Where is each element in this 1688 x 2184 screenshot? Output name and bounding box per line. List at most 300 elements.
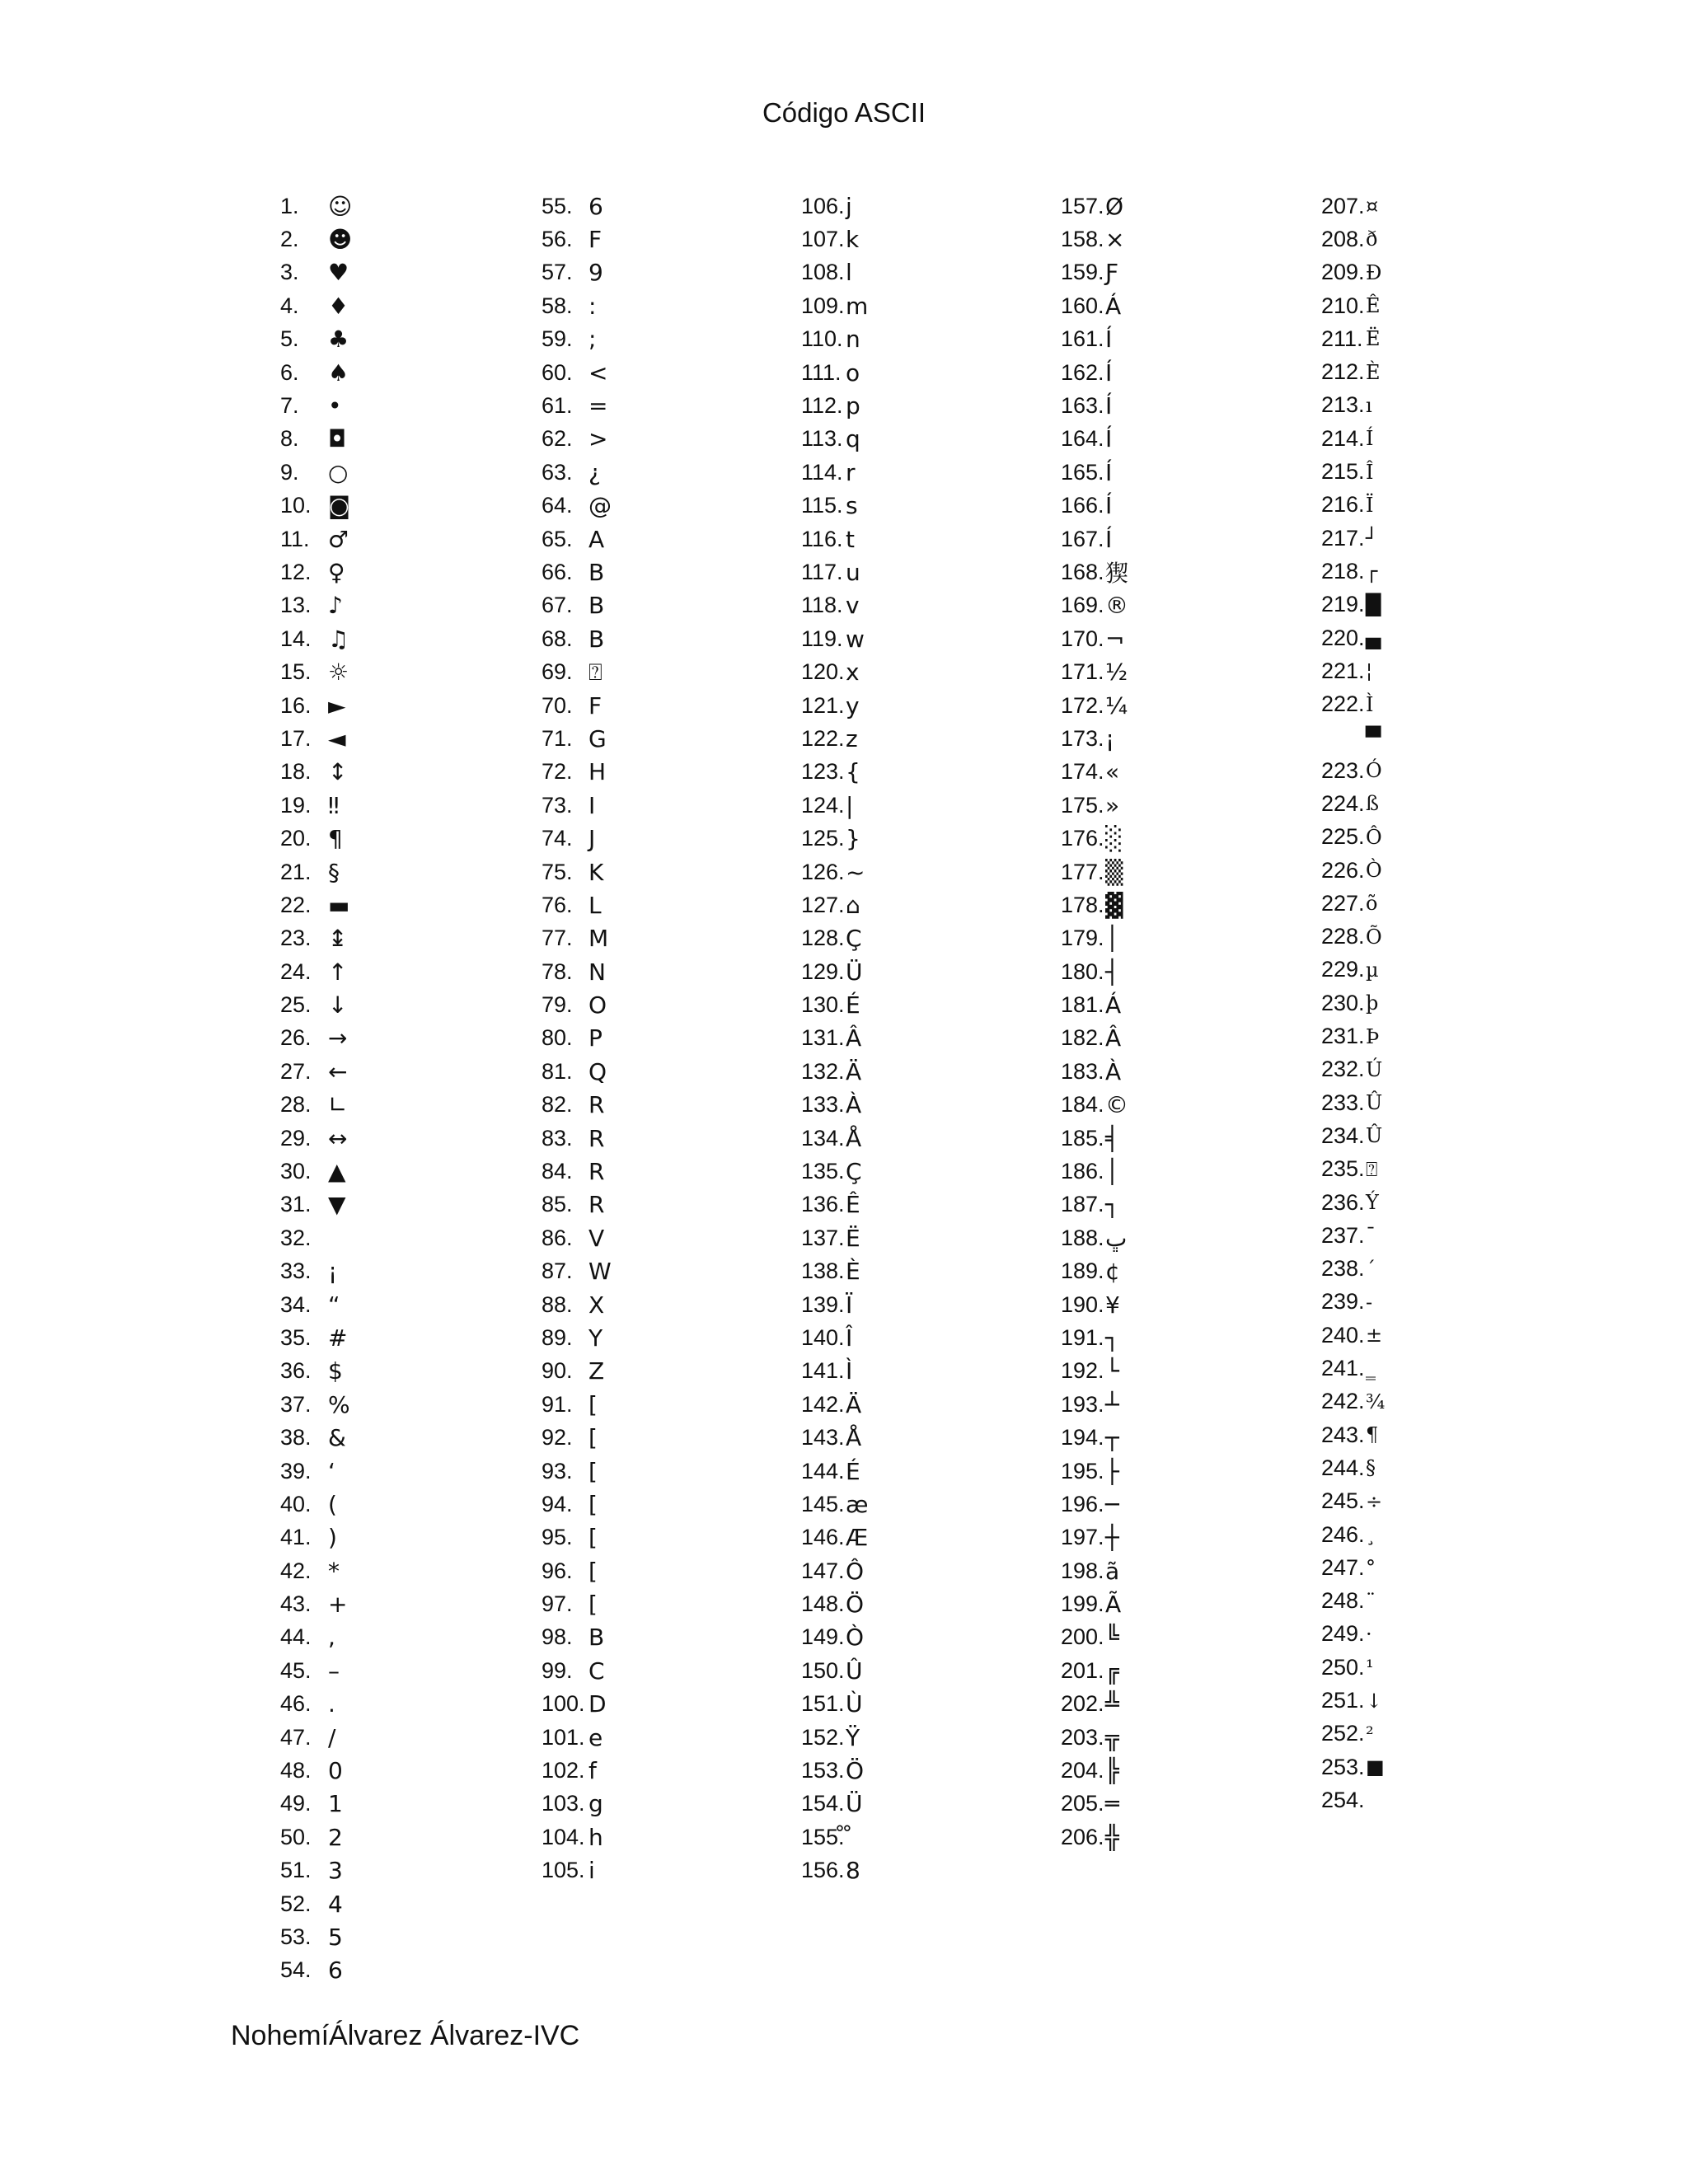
entry-character: Ï: [1366, 493, 1374, 517]
list-item: [542, 1488, 789, 1521]
entry-number: 197.: [1061, 1525, 1104, 1550]
list-item: [801, 456, 1048, 489]
list-item: [1061, 256, 1308, 289]
entry-number: 244.: [1321, 1455, 1365, 1480]
list-item: [280, 1887, 528, 1920]
list-item: [1321, 1019, 1568, 1052]
list-item: [280, 1587, 528, 1620]
list-item: [1321, 190, 1568, 223]
entry-character: F: [588, 691, 603, 719]
entry-character: w: [846, 625, 865, 653]
entry-number: 254.: [1321, 1787, 1365, 1812]
entry-number: 242.: [1321, 1389, 1365, 1414]
entry-number: 78.: [542, 958, 573, 984]
list-item: [1321, 1053, 1568, 1086]
entry-character: ±: [1366, 1324, 1383, 1347]
entry-number: 6.: [280, 359, 299, 385]
entry-number: 240.: [1321, 1322, 1365, 1347]
entry-character: Þ: [1366, 1024, 1380, 1048]
entry-character: B: [588, 558, 605, 586]
entry-character: │: [1105, 1158, 1119, 1186]
entry-number: 115.: [801, 493, 843, 518]
list-item: [542, 1821, 789, 1854]
entry-number: 105.: [542, 1858, 585, 1883]
entry-number: 51.: [280, 1858, 312, 1883]
entry-character: ♦: [328, 292, 349, 320]
entry-number: 106.: [801, 193, 845, 218]
list-item: [280, 1221, 528, 1254]
entry-number: 159.: [1061, 260, 1104, 285]
list-item: [1061, 1654, 1308, 1687]
entry-number: 156.: [801, 1858, 845, 1883]
entry-character: õ: [1366, 892, 1378, 916]
entry-character: Æ: [846, 1524, 869, 1552]
entry-number: 16.: [280, 692, 312, 718]
list-item: [542, 589, 789, 622]
entry-character: ¦: [1366, 659, 1373, 683]
list-item: [542, 689, 789, 722]
list-item: [542, 1022, 789, 1055]
entry-number: 43.: [280, 1591, 312, 1617]
entry-number: 83.: [542, 1125, 573, 1151]
entry-character: À: [846, 1091, 862, 1119]
list-item: [542, 256, 789, 289]
list-item: [280, 855, 528, 888]
entry-number: 126.: [801, 859, 845, 884]
list-item: [801, 1621, 1048, 1654]
entry-character: ;: [588, 326, 597, 354]
entry-number: 169.: [1061, 593, 1104, 618]
entry-character: ○: [328, 458, 349, 486]
list-item: [280, 190, 528, 223]
entry-number: 21.: [280, 859, 312, 884]
list-item: [1061, 888, 1308, 921]
list-item: [801, 523, 1048, 555]
list-item: [542, 223, 789, 255]
entry-character: [: [588, 1424, 598, 1452]
entry-character: ┘: [1366, 527, 1378, 551]
entry-number: 155.: [801, 1824, 845, 1849]
list-item: [801, 490, 1048, 523]
entry-number: 212.: [1321, 359, 1365, 385]
entry-character: i: [588, 1857, 595, 1885]
entry-character: ╩: [1105, 1690, 1119, 1718]
entry-number: 68.: [542, 626, 573, 651]
entry-number: 201.: [1061, 1657, 1104, 1683]
entry-character: ←: [328, 1057, 348, 1085]
entry-character: V: [588, 1224, 605, 1252]
list-item: [542, 922, 789, 955]
list-item: [1061, 389, 1308, 422]
list-item: [801, 722, 1048, 755]
list-item: [1061, 456, 1308, 489]
entry-number: 24.: [280, 958, 312, 984]
list-item: [1321, 1319, 1568, 1352]
list-item: [1061, 1587, 1308, 1620]
list-item: [1061, 955, 1308, 988]
list-item: [542, 855, 789, 888]
entry-number: 194.: [1061, 1425, 1104, 1451]
list-item: [801, 1155, 1048, 1188]
entry-character: °: [1366, 1556, 1376, 1580]
entry-number: 93.: [542, 1458, 573, 1483]
entry-character: ┌: [1366, 560, 1378, 583]
entry-character: ¢: [1105, 1258, 1120, 1286]
list-item: [280, 356, 528, 389]
list-item: [542, 888, 789, 921]
entry-number: 139.: [801, 1291, 845, 1317]
list-item: [1321, 1518, 1568, 1551]
entry-character: ♂: [328, 525, 349, 553]
list-item: [1061, 1421, 1308, 1454]
list-item: [280, 622, 528, 655]
entry-character: %: [328, 1390, 350, 1418]
entry-number: 44.: [280, 1624, 312, 1650]
list-item: [542, 356, 789, 389]
list-item: [801, 555, 1048, 588]
entry-character: $: [328, 1357, 343, 1385]
entry-character: þ: [1366, 991, 1379, 1015]
list-item: [542, 1587, 789, 1620]
entry-character: B: [588, 592, 605, 620]
list-item: [1061, 988, 1308, 1021]
entry-character: ┴: [1105, 1390, 1119, 1418]
entry-number: 112.: [801, 393, 843, 419]
entry-character: B: [588, 625, 605, 653]
list-item: [542, 523, 789, 555]
entry-number: 226.: [1321, 857, 1365, 883]
entry-number: 148.: [801, 1591, 845, 1617]
entry-number: 119.: [801, 626, 843, 651]
list-item: [542, 655, 789, 688]
list-item: [801, 1421, 1048, 1454]
entry-character: u: [846, 558, 860, 586]
list-item: [542, 289, 789, 322]
entry-number: 238.: [1321, 1256, 1365, 1282]
list-item: [542, 1788, 789, 1821]
list-item: [280, 922, 528, 955]
list-item: [542, 423, 789, 456]
entry-number: 84.: [542, 1159, 573, 1184]
list-item: [1061, 822, 1308, 855]
entry-number: 27.: [280, 1058, 312, 1084]
entry-character: Ê: [846, 1191, 860, 1219]
list-item: [280, 289, 528, 322]
list-item: [1321, 1286, 1568, 1319]
list-item: [280, 1355, 528, 1388]
list-item: [280, 1488, 528, 1521]
list-item: [1321, 1253, 1568, 1286]
entry-number: 251.: [1321, 1688, 1365, 1713]
entry-number: 192.: [1061, 1358, 1104, 1384]
entry-number: 178.: [1061, 892, 1104, 917]
list-item: [801, 223, 1048, 255]
entry-character: M: [588, 925, 609, 953]
list-item: [542, 323, 789, 356]
entry-character: É: [846, 991, 860, 1019]
entry-character: ☺: [328, 192, 353, 220]
entry-character: e: [588, 1723, 603, 1751]
entry-character: ▬: [328, 891, 350, 919]
entry-character: Û: [1366, 1091, 1383, 1115]
list-item: [801, 1488, 1048, 1521]
list-item: [801, 855, 1048, 888]
list-item: [1321, 787, 1568, 820]
list-item: [542, 1421, 789, 1454]
list-item: [1321, 1153, 1568, 1186]
entry-number: 70.: [542, 692, 573, 718]
entry-number: 138.: [801, 1258, 845, 1284]
entry-character: Ü: [846, 1790, 863, 1818]
entry-character: Ä: [846, 1390, 862, 1418]
list-item: [1321, 854, 1568, 887]
entry-character: │: [1105, 925, 1119, 953]
entry-character: 9: [588, 259, 603, 287]
entry-number: 82.: [542, 1092, 573, 1118]
footer-author: NohemíÁlvarez Álvarez-IVC: [231, 2020, 580, 2051]
entry-number: 222.: [1321, 691, 1365, 717]
entry-number: 180.: [1061, 958, 1104, 984]
entry-character: ¯: [1366, 1224, 1376, 1248]
entry-character: t: [846, 525, 855, 553]
list-item: [1321, 322, 1568, 355]
entry-character: Ã: [1105, 1591, 1122, 1619]
entry-character: ┐: [1105, 1191, 1119, 1219]
list-item: [1321, 687, 1568, 720]
list-item: [542, 1089, 789, 1122]
entry-number: 215.: [1321, 459, 1365, 485]
list-item: [542, 1688, 789, 1721]
entry-character: >: [588, 425, 608, 453]
list-item: [801, 1821, 1048, 1854]
entry-character: –: [328, 1657, 340, 1685]
entry-number: 144.: [801, 1458, 845, 1483]
entry-character: Ò: [846, 1624, 865, 1652]
entry-number: 142.: [801, 1391, 845, 1417]
entry-character: {: [846, 758, 860, 786]
entry-character: “: [328, 1291, 340, 1319]
entry-character: v: [846, 592, 860, 620]
entry-character: |: [846, 791, 854, 819]
entry-number: 151.: [801, 1691, 845, 1717]
list-item: [280, 789, 528, 822]
list-item: [801, 1587, 1048, 1620]
entry-character: 0: [328, 1757, 343, 1785]
entry-number: 108.: [801, 260, 845, 285]
entry-character: l: [846, 259, 852, 287]
list-item: [280, 589, 528, 622]
entry-number: 66.: [542, 559, 573, 584]
column-2: [542, 190, 789, 1887]
entry-character: ♠: [328, 359, 349, 387]
list-item: [542, 1055, 789, 1088]
entry-character: À: [1105, 1057, 1122, 1085]
list-item: [280, 1288, 528, 1321]
list-item: [280, 1022, 528, 1055]
entry-character: Û: [1366, 1124, 1383, 1148]
entry-number: 75.: [542, 859, 573, 884]
list-item: [280, 1821, 528, 1854]
entry-character: ¡: [328, 1258, 338, 1286]
list-item: [1061, 689, 1308, 722]
entry-character: Ì: [846, 1357, 853, 1385]
entry-character: ¤: [1366, 194, 1379, 218]
list-item: [801, 1321, 1048, 1354]
list-item: [1061, 190, 1308, 223]
list-item: [542, 490, 789, 523]
entry-number: 161.: [1061, 326, 1104, 352]
entry-number: 97.: [542, 1591, 573, 1617]
entry-character: r: [846, 458, 856, 486]
entry-number: 17.: [280, 725, 312, 751]
entry-character: ‘: [328, 1457, 335, 1485]
list-item: [280, 1255, 528, 1288]
entry-number: 176.: [1061, 826, 1104, 851]
entry-character: §: [328, 858, 340, 886]
entry-number: 56.: [542, 227, 573, 252]
entry-character: F: [588, 226, 603, 254]
entry-number: 145.: [801, 1491, 845, 1516]
entry-character: ı: [1366, 393, 1372, 417]
entry-character: ►: [328, 691, 346, 719]
entry-number: 191.: [1061, 1324, 1104, 1350]
list-item: [801, 1022, 1048, 1055]
entry-number: 71.: [542, 725, 573, 751]
entry-character: 4: [328, 1890, 343, 1918]
entry-character: x: [846, 658, 860, 687]
entry-character: R: [588, 1158, 605, 1186]
entry-character: ↓: [1366, 1689, 1383, 1713]
list-item: [1321, 1086, 1568, 1119]
entry-character: h: [588, 1823, 603, 1851]
list-item: [801, 655, 1048, 688]
entry-character: ×: [1105, 226, 1125, 254]
list-item: [1061, 1688, 1308, 1721]
entry-character: X: [588, 1291, 605, 1319]
entry-number: 143.: [801, 1425, 845, 1451]
entry-character: ┤: [1105, 958, 1119, 986]
entry-number: 183.: [1061, 1058, 1104, 1084]
entry-number: 218.: [1321, 558, 1365, 583]
entry-character: :: [588, 292, 597, 320]
entry-character: └: [1105, 1357, 1119, 1385]
list-item: [1321, 1219, 1568, 1252]
list-item: [1061, 1521, 1308, 1554]
list-item: [280, 756, 528, 789]
list-item: [801, 1754, 1048, 1787]
entry-number: 38.: [280, 1425, 312, 1451]
entry-number: 220.: [1321, 625, 1365, 650]
entry-number: 241.: [1321, 1356, 1365, 1381]
entry-character: z: [846, 724, 858, 752]
entry-character: 6: [328, 1957, 343, 1985]
entry-number: 204.: [1061, 1758, 1104, 1783]
list-item: [280, 256, 528, 289]
entry-character: ▒: [1105, 858, 1123, 886]
entry-character: s: [846, 492, 858, 520]
entry-character: [: [588, 1390, 598, 1418]
entry-character: →: [328, 1024, 348, 1052]
entry-character: Ç: [846, 925, 862, 953]
list-item: [1061, 789, 1308, 822]
entry-character: ¹: [1366, 1656, 1374, 1680]
entry-character: Ÿ: [846, 1723, 860, 1751]
entry-character: ): [328, 1524, 337, 1552]
entry-number: 107.: [801, 227, 845, 252]
list-item: [1061, 323, 1308, 356]
list-item: [1061, 1321, 1308, 1354]
entry-number: 147.: [801, 1558, 845, 1583]
list-item: [801, 1089, 1048, 1122]
entry-character: o: [846, 359, 860, 387]
entry-character: q: [846, 425, 860, 453]
list-item: [280, 1089, 528, 1122]
entry-number: 57.: [542, 260, 573, 285]
list-item: [801, 1688, 1048, 1721]
entry-number: 13.: [280, 593, 312, 618]
entry-character: ⍰: [588, 658, 603, 686]
list-item: [1061, 423, 1308, 456]
entry-number: 210.: [1321, 293, 1365, 318]
list-item: [1061, 589, 1308, 622]
list-item: [1321, 1584, 1568, 1617]
list-item: [801, 256, 1048, 289]
entry-character: ¾: [1366, 1390, 1386, 1413]
list-item: [801, 190, 1048, 223]
entry-number: 12.: [280, 559, 312, 584]
list-item: [1321, 1418, 1568, 1451]
entry-character: ■: [1366, 1755, 1385, 1779]
list-item: [1321, 1783, 1568, 1816]
entry-number: 124.: [801, 792, 845, 818]
entry-character: æ: [846, 1490, 869, 1518]
list-item: [1061, 655, 1308, 688]
entry-character: ◘: [328, 425, 347, 453]
entry-number: 103.: [542, 1791, 585, 1816]
entry-character: 1: [328, 1790, 343, 1818]
entry-character: ¶: [328, 825, 343, 853]
entry-number: 209.: [1321, 260, 1365, 285]
entry-character: j: [846, 192, 852, 220]
entry-character: ¸: [1366, 1523, 1376, 1547]
entry-number: 118.: [801, 593, 843, 618]
entry-number: 214.: [1321, 425, 1365, 451]
entry-character: R: [588, 1124, 605, 1152]
entry-number: 58.: [542, 293, 573, 318]
list-item: [1061, 756, 1308, 789]
list-item: [1061, 722, 1308, 755]
entry-character: ⍰: [1366, 1157, 1378, 1181]
entry-number: 184.: [1061, 1092, 1104, 1118]
entry-character: ═: [1105, 1790, 1119, 1818]
list-item: [280, 1954, 528, 1987]
entry-number: 165.: [1061, 459, 1104, 485]
entry-number: 130.: [801, 992, 845, 1018]
entry-number: 15.: [280, 659, 312, 685]
column-1: [280, 190, 528, 1987]
entry-character: J: [588, 825, 596, 853]
list-item: [1061, 1621, 1308, 1654]
entry-character: Q: [588, 1057, 607, 1085]
entry-number: 186.: [1061, 1159, 1104, 1184]
list-item: [801, 1721, 1048, 1754]
list-item: [280, 1721, 528, 1754]
list-item: [1061, 1055, 1308, 1088]
entry-character: ‼: [328, 791, 340, 819]
entry-character: ▀: [1366, 725, 1381, 749]
list-item: [280, 955, 528, 988]
entry-number: 122.: [801, 725, 845, 751]
